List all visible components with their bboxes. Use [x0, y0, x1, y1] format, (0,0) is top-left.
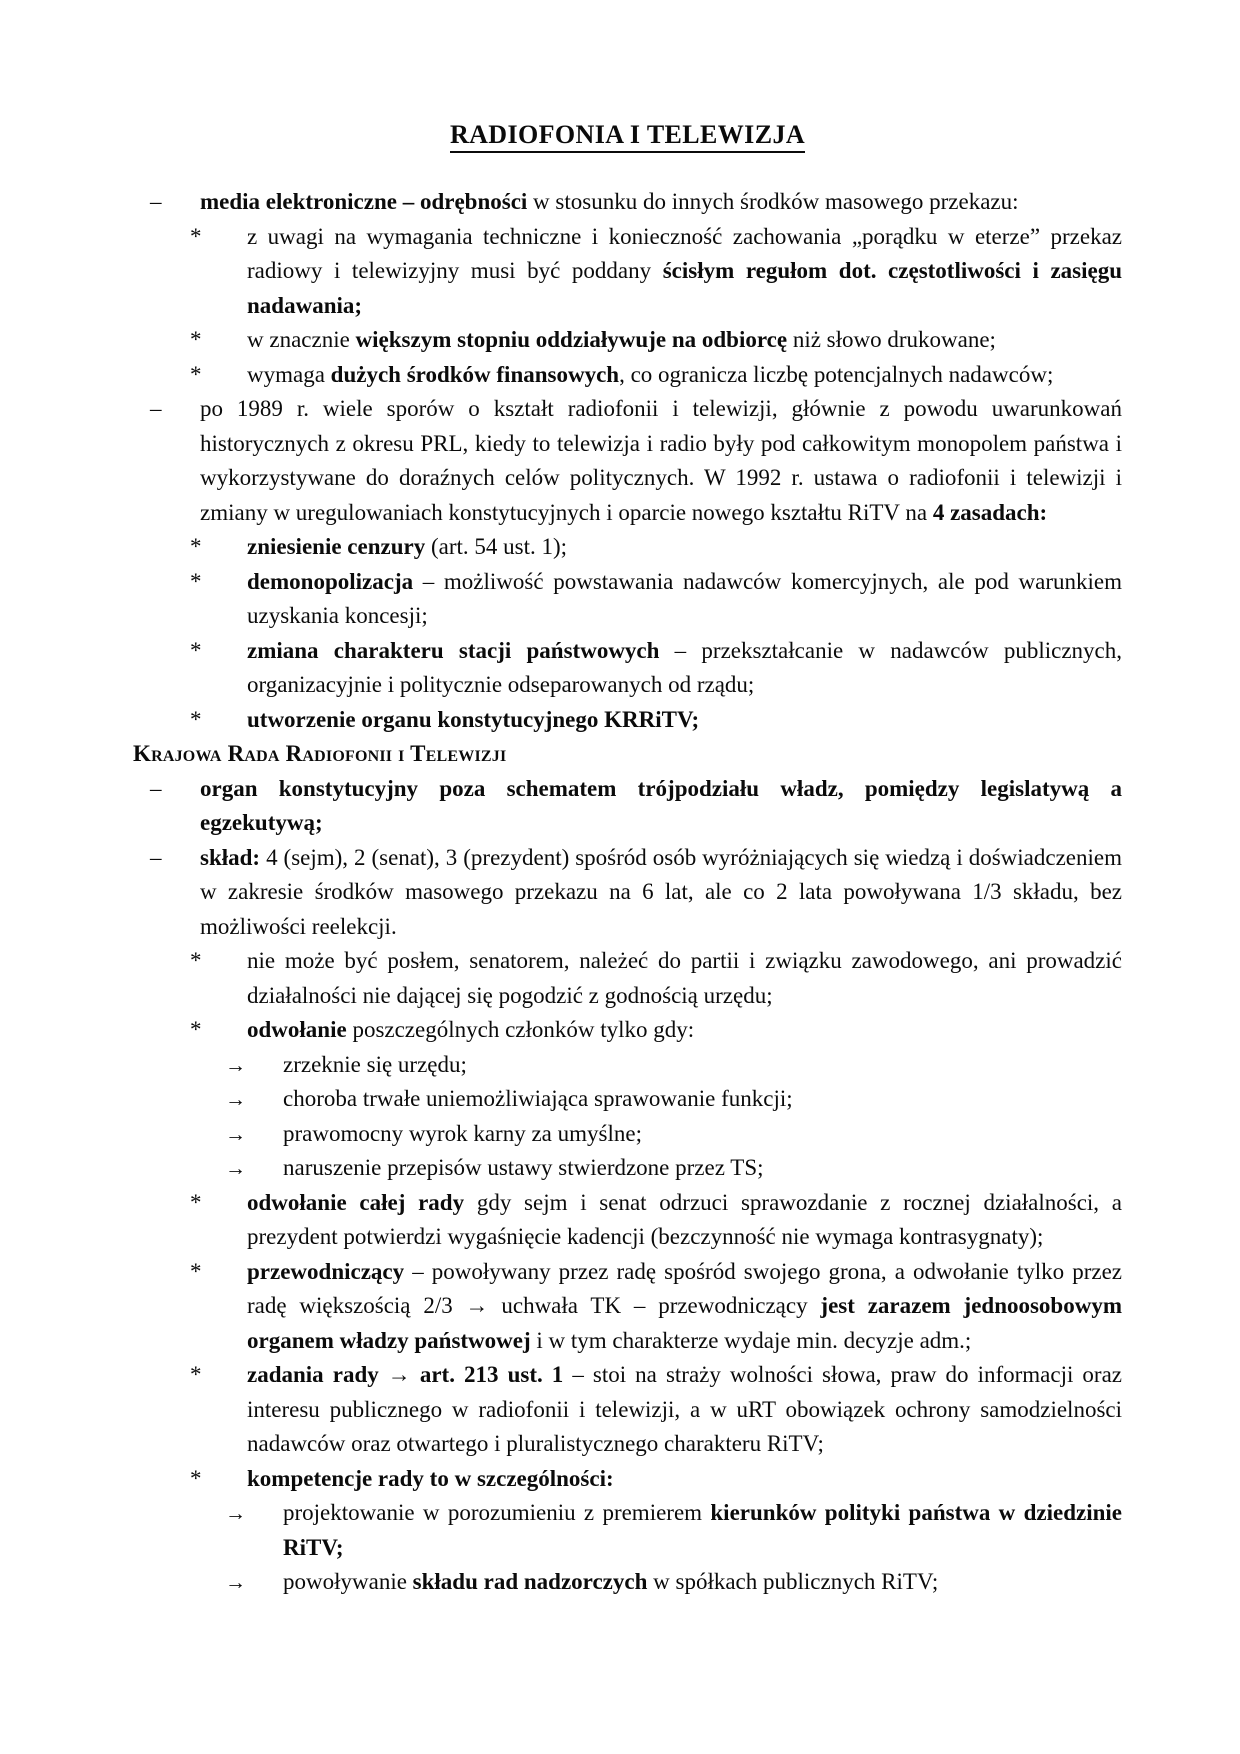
- list-item-part: i w tym charakterze wydaje min. decyzje adm.;: [530, 1327, 972, 1353]
- list-item: [190, 220, 1122, 324]
- list-item-text: naruszenie przepisów ustawy stwierdzone przez TS;: [283, 1155, 764, 1180]
- emphasis: kierunków polityki państwa w dziedzinie RiTV;: [283, 1500, 1122, 1560]
- list-item: [190, 1255, 1122, 1359]
- list-item-part: po 1989 r. wiele sporów o kształt radiofonii i telewizji, głównie z powodu uwarunkowań historycznych z okresu PRL, kiedy to telewizja i radio były pod całkowitym monopolem państwa i wykorzystywane do doraźnych celów politycznych. W 1992 r. ustawa o radiofonii i telewizji i zmiany w uregulowaniach konstytucyjnych i oparcie nowego kształtu RiTV na: [200, 396, 1122, 525]
- emphasis: zniesienie cenzury: [247, 534, 426, 559]
- list-item: [150, 185, 1122, 220]
- list-item-text: [247, 534, 567, 559]
- star-bullet-icon: *: [190, 327, 202, 352]
- emphasis: odwołanie całej rady: [247, 1189, 465, 1215]
- star-bullet-icon: *: [190, 568, 202, 594]
- list-item: [190, 565, 1122, 634]
- star-bullet-icon: *: [190, 706, 202, 732]
- emphasis: zadania rady → art. 213 ust. 1: [247, 1362, 564, 1387]
- list-item-part: gdy sejm i senat odrzuci sprawozdanie z rocznej działalności, a prezydent potwierdzi wygaśnięcie kadencji (bezczynność nie wymaga kontrasygnaty);: [247, 1189, 1122, 1249]
- list-item-text: [200, 189, 1019, 214]
- list-item: [190, 1186, 1122, 1255]
- list-item-text: zrzeknie się urzędu;: [283, 1051, 467, 1077]
- list-item-part: z uwagi na wymagania techniczne i konieczność zachowania „porądku w eterze” przekaz radiowy i telewizyjny musi być poddany: [247, 223, 1122, 283]
- list-item: [190, 944, 1122, 1013]
- list-item: [190, 634, 1122, 703]
- list-item: [150, 772, 1122, 841]
- list-item-part: projektowanie w porozumieniu z premierem: [283, 1500, 711, 1525]
- emphasis: zmiana charakteru stacji państwowych: [247, 637, 660, 663]
- arrow-bullet-icon: →: [225, 1501, 246, 1525]
- arrow-bullet-icon: →: [225, 1156, 246, 1180]
- list-item-text: [247, 327, 996, 352]
- list-item-text: kompetencje rady to w szczególności:: [247, 1465, 614, 1491]
- list-item: [190, 530, 1122, 565]
- list-item-part: 4 (sejm), 2 (senat), 3 (prezydent) spośród osób wyróżniających się wiedzą i doświadczeniem w zakresie środków masowego przekazu na 6 lat, ale co 2 lata powoływana 1/3 składu, bez możliwości reelekcji.: [200, 844, 1122, 939]
- list-item-part: wymaga: [247, 361, 331, 387]
- star-bullet-icon: *: [190, 223, 202, 249]
- list-item: [225, 1496, 1122, 1565]
- emphasis: odwołanie: [247, 1017, 347, 1042]
- section-heading: Krajowa Rada Radiofonii i Telewizji: [133, 741, 507, 766]
- list-item-text: [247, 362, 1053, 387]
- list-item: [225, 1117, 1122, 1152]
- star-bullet-icon: *: [190, 948, 202, 973]
- star-bullet-icon: *: [190, 1017, 202, 1042]
- list-item: [225, 1082, 1122, 1117]
- list-item-part: – możliwość powstawania nadawców komercyjnych, ale pod warunkiem uzyskania koncesji;: [247, 568, 1122, 628]
- page-title: [133, 120, 1122, 151]
- list-item-text: [200, 845, 1122, 939]
- dash-bullet-icon: –: [150, 775, 162, 801]
- list-item-text: prawomocny wyrok karny za umyślne;: [283, 1120, 642, 1146]
- list-item-text: [247, 1190, 1122, 1250]
- list-item-text: [247, 569, 1122, 629]
- list-item-part: poszczególnych członków tylko gdy:: [346, 1017, 695, 1042]
- list-item-text: [247, 1259, 1122, 1353]
- list-item: [225, 1151, 1122, 1186]
- list-item-text: choroba trwałe uniemożliwiająca sprawowanie funkcji;: [283, 1086, 793, 1111]
- emphasis: większym stopniu oddziaływuje na odbiorcę: [355, 327, 788, 352]
- list-item-part: (art. 54 ust. 1);: [425, 534, 568, 559]
- list-item-part: – przekształcanie w nadawców publicznych, organizacyjnie i politycznie odseparowanych od rządu;: [247, 637, 1122, 697]
- list-item-text: organ konstytucyjny poza schematem trójpodziału władz, pomiędzy legislatywą a egzekutywą;: [200, 775, 1122, 835]
- list-item: [190, 358, 1122, 393]
- dash-bullet-icon: –: [150, 189, 162, 214]
- list-item: [150, 841, 1122, 945]
- list-item: [190, 1013, 1122, 1048]
- emphasis: ścisłym regułom dot. częstotliwości i zasięgu nadawania;: [247, 258, 1123, 318]
- list-item-part: w spółkach publicznych RiTV;: [647, 1569, 939, 1594]
- list-item-part: – powoływany przez radę spośród swojego grona, a odwołanie tylko przez radę większością 2/3 → uchwała TK – przewodniczący: [247, 1258, 1122, 1318]
- list-item-text: nie może być posłem, senatorem, należeć do partii i związku zawodowego, ani prowadzić działalności nie dającej się pogodzić z godnością urzędu;: [247, 948, 1122, 1008]
- emphasis: dużych środków finansowych: [330, 361, 620, 387]
- list-item-text: [247, 638, 1122, 698]
- star-bullet-icon: *: [190, 361, 202, 387]
- list-item: [150, 392, 1122, 530]
- list-item-text: [247, 1362, 1122, 1456]
- dash-bullet-icon: –: [150, 844, 162, 870]
- dash-bullet-icon: –: [150, 396, 162, 421]
- emphasis: skład:: [200, 844, 261, 870]
- star-bullet-icon: *: [190, 1258, 202, 1284]
- list-item: [225, 1565, 1122, 1600]
- arrow-bullet-icon: →: [225, 1121, 246, 1146]
- list-item: [190, 1358, 1122, 1462]
- emphasis: składu rad nadzorczych: [412, 1569, 648, 1594]
- star-bullet-icon: *: [190, 1465, 202, 1491]
- page-title-text: RADIOFONIA I TELEWIZJA: [450, 120, 805, 153]
- list-item-rest: w stosunku do innych środków masowego przekazu:: [527, 189, 1019, 214]
- list-item-part: – stoi na straży wolności słowa, praw do informacji oraz interesu publicznego w radiofonii i telewizji, a w uRT obowiązek ochrony samodzielności nadawców oraz otwartego i pluralistycznego charakteru RiTV;: [247, 1362, 1122, 1456]
- emphasis: przewodniczący: [247, 1258, 405, 1284]
- list-item: [190, 323, 1122, 358]
- emphasis: 4 zasadach:: [932, 499, 1048, 525]
- list-item-text: [283, 1500, 1122, 1560]
- list-item-part: niż słowo drukowane;: [787, 327, 996, 352]
- list-item-text: [200, 396, 1122, 525]
- list-item: [190, 703, 1122, 738]
- emphasis: media elektroniczne – odrębności: [200, 189, 528, 214]
- arrow-bullet-icon: →: [225, 1087, 246, 1111]
- list-item-text: utworzenie organu konstytucyjnego KRRiTV;: [247, 706, 700, 732]
- list-item: [225, 1048, 1122, 1083]
- arrow-bullet-icon: →: [225, 1570, 246, 1594]
- star-bullet-icon: *: [190, 637, 202, 663]
- emphasis: demonopolizacja: [247, 568, 414, 594]
- list-item-text: [283, 1569, 938, 1594]
- list-item-part: , co ogranicza liczbę potencjalnych nadawców;: [619, 361, 1054, 387]
- list-item-text: [247, 1017, 694, 1042]
- list-item-text: [247, 224, 1122, 318]
- emphasis: jest zarazem jednoosobowym organem władzy państwowej: [247, 1293, 1122, 1353]
- arrow-bullet-icon: →: [225, 1052, 246, 1077]
- list-item-part: w znacznie: [247, 327, 356, 352]
- list-item: [190, 1462, 1122, 1497]
- star-bullet-icon: *: [190, 1362, 202, 1387]
- star-bullet-icon: *: [190, 1189, 202, 1215]
- star-bullet-icon: *: [190, 534, 202, 559]
- list-item-part: powoływanie: [283, 1569, 413, 1594]
